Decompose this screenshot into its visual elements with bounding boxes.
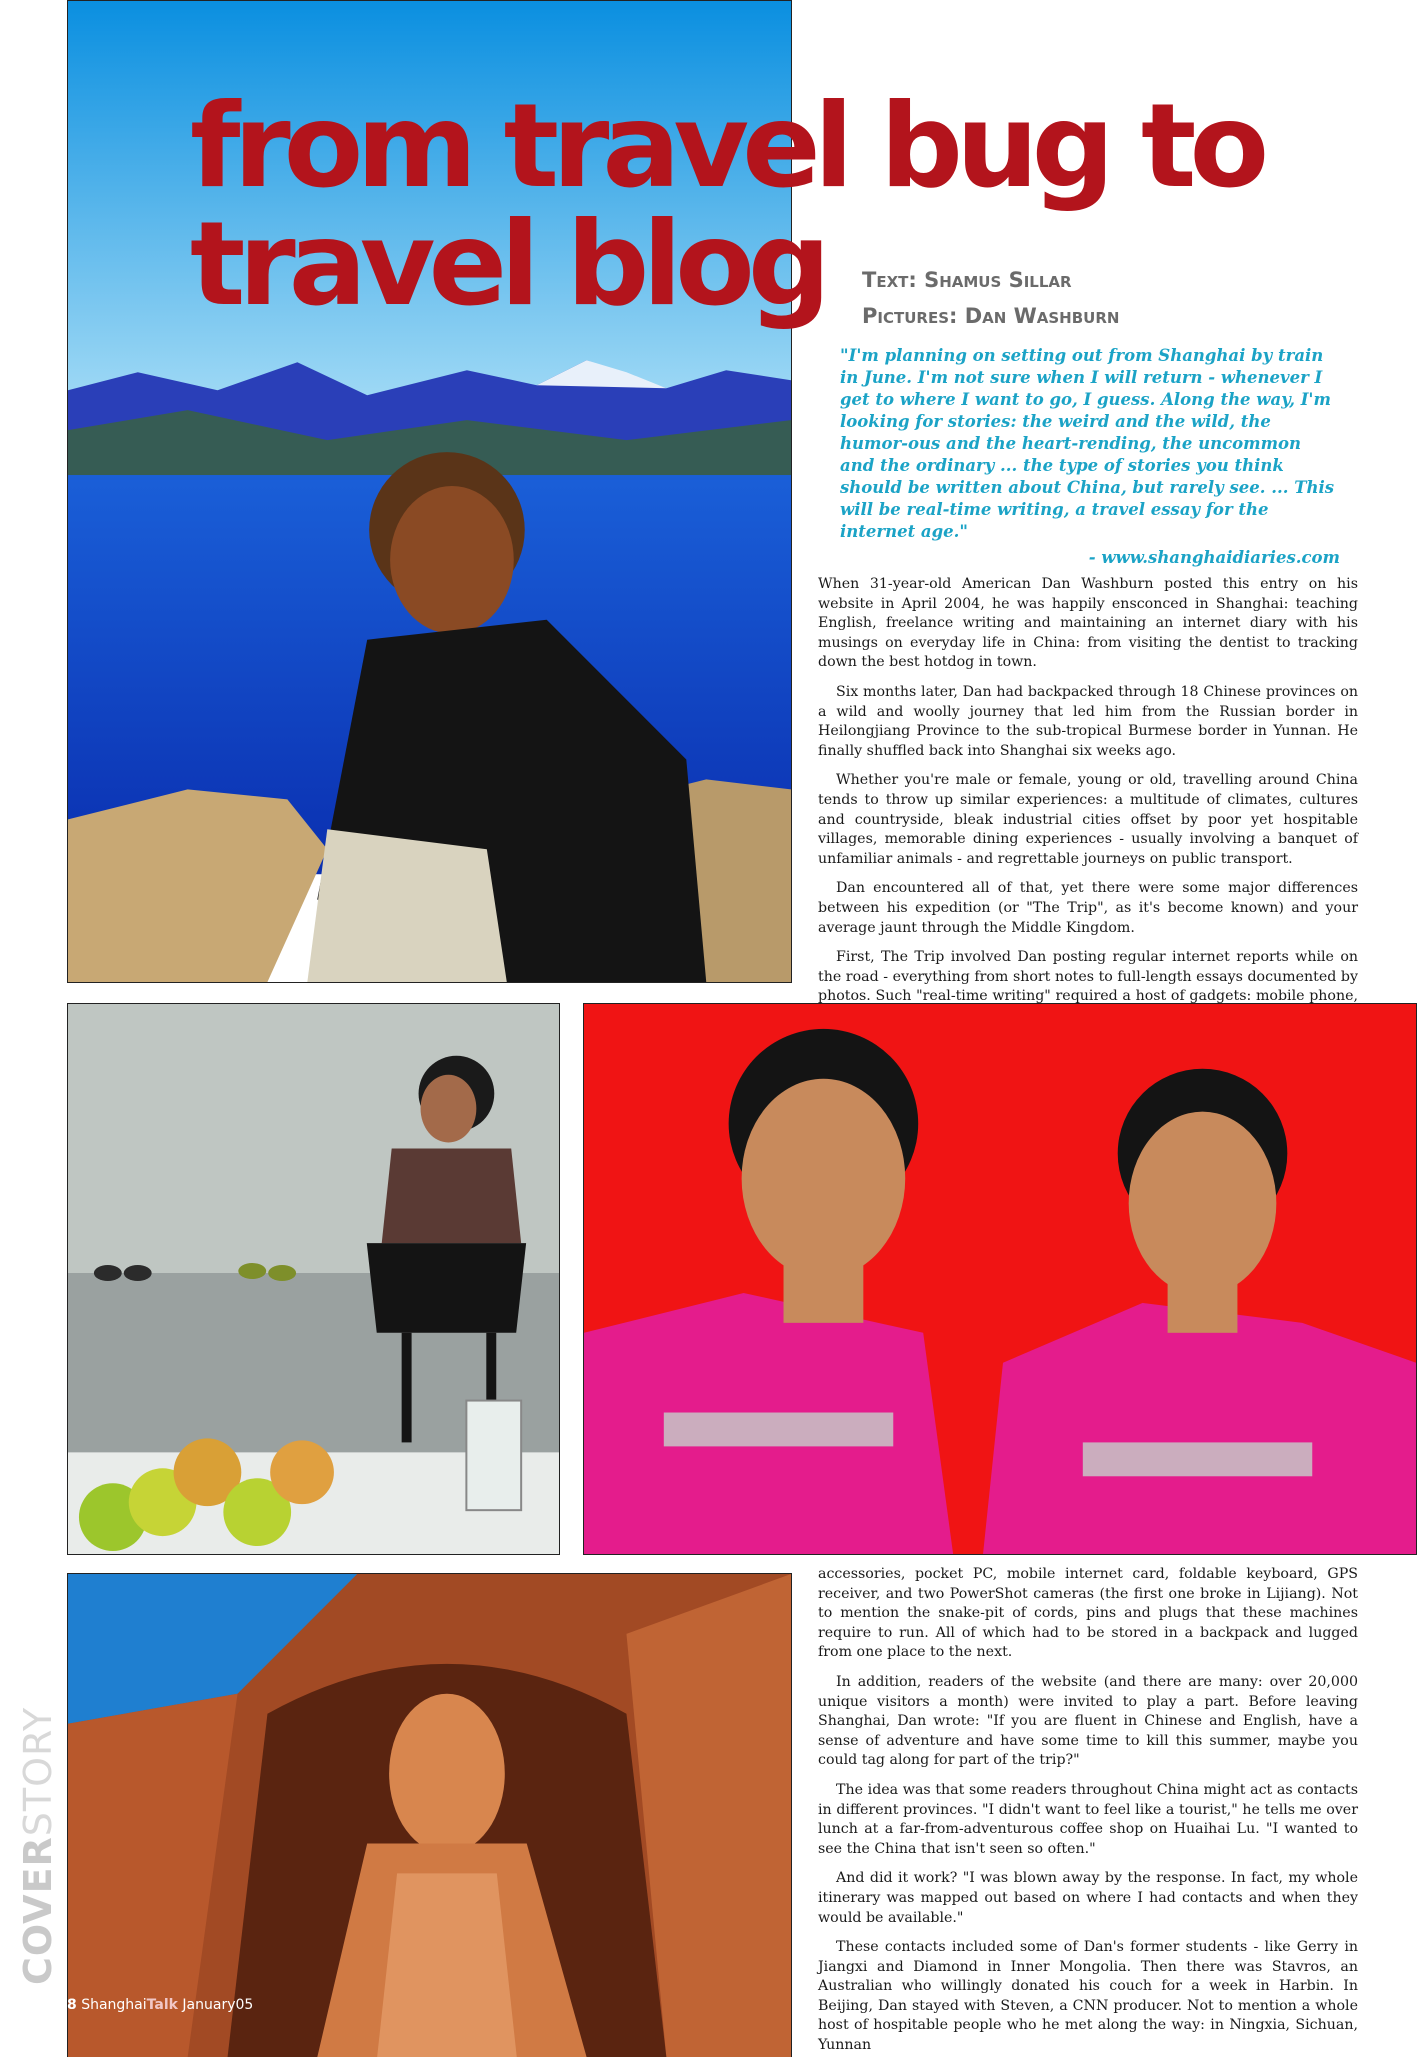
paragraph: In addition, readers of the website (and there are many: over 20,000 unique visitors a month) were invited to play a part. Before leaving Shanghai, Dan wrote: "If you are fluent in Chinese and English, have a sense of adventure and have some time to kill this summer, maybe you could tag along for part of the trip?" [818, 1673, 1358, 1769]
paragraph: These contacts included some of Dan's former students - like Gerry in Jiangxi and Diamond in Inner Mongolia. Then there was Stavros, an Australian who willingly donated his couch for a week in Harbin. In Beijing, Dan stayed with Steven, a CNN producer. Not to mention a whole host of hospitable people who he met along the way: in Ningxia, Sichuan, Yunnan [818, 1939, 1358, 2054]
paragraph: And did it work? "I was blown away by the response. In fact, my whole itinerary was mapped out based on where I had contacts and when they would be available." [818, 1870, 1358, 1926]
paragraph: First, The Trip involved Dan posting regular internet reports while on the road - everything from short notes to full-length essays documented by photos. Such "real-time writing" required a host of gadgets: mobile phone, [818, 949, 1358, 1005]
paragraph: Whether you're male or female, young or old, travelling around China tends to throw up similar experiences: a multitude of climates, cultures and countryside, bleak industrial cities offset by poor yet hospitable villages, memorable dining experiences - usually involving a banquet of unfamiliar animals - and regrettable journeys on public transport. [818, 772, 1358, 867]
article-credits [862, 262, 1119, 334]
headline-line-2: travel blog [190, 197, 824, 332]
article-column-bottom [818, 1565, 1358, 2066]
paragraph: The idea was that some readers throughout China might act as contacts in different provinces. "I didn't want to feel like a tourist," he tells me over lunch at a far-from-adventurous coffee shop on Huaihai Lu. "I wanted to see the China that isn't seen so often." [818, 1781, 1358, 1857]
photo-woman-seated [67, 1003, 560, 1555]
headline-line-1: from travel bug to [190, 79, 1263, 214]
photo-stone-buddha [67, 1573, 792, 2057]
pull-quote [840, 345, 1340, 569]
text-credit: Text: Shamus Sillar [862, 268, 1072, 292]
magazine-name-a: Shanghai [81, 1997, 147, 2013]
paragraph: accessories, pocket PC, mobile internet card, foldable keyboard, GPS receiver, and two PowerShot cameras (the first one broke in Lijiang). Not to mention the snake-pit of cords, pins and plugs that these machines require to run. All of which had to be stored in a backpack and lugged from one place to the next. [818, 1566, 1358, 1661]
pictures-credit: Pictures: Dan Washburn [862, 304, 1120, 328]
page-folio [67, 1997, 253, 2013]
section-tab-light: STORY [16, 1706, 60, 1837]
page-number: 8 [67, 1997, 77, 2013]
paragraph: Dan encountered all of that, yet there were some major differences between his expedition (or "The Trip", as it's become known) and your average jaunt through the Middle Kingdom. [818, 880, 1358, 936]
pull-quote-text: "I'm planning on setting out from Shanghai by train in June. I'm not sure when I will return - whenever I get to where I want to go, I guess. Along the way, I'm looking for stories: the weird and the wild, the humor-ous and the heart-rending, the uncommon and the ordinary ... the type of stories you think should be written about China, but rarely see. ... This will be real-time writing, a travel essay for the internet age." [840, 346, 1335, 541]
paragraph: Six months later, Dan had backpacked through 18 Chinese provinces on a wild and woolly journey that led him from the Russian border in Heilongjiang Province to the sub-tropical Burmese border in Yunnan. He finally shuffled back into Shanghai six weeks ago. [818, 683, 1358, 759]
pull-quote-attribution: - www.shanghaidiaries.com [1088, 548, 1340, 567]
article-column-top [818, 575, 1358, 1036]
paragraph: When 31-year-old American Dan Washburn posted this entry on his website in April 2004, he was happily ensconced in Shanghai: teaching English, freelance writing and maintaining an internet diary with his musings on everyday life in China: from visiting the dentist to tracking down the best hotdog in town. [818, 576, 1358, 671]
photo-two-boys [583, 1003, 1417, 1555]
magazine-name-b: Talk [146, 1997, 178, 2013]
section-tab-cover-story [16, 1707, 60, 1985]
section-tab-bold: COVER [16, 1836, 60, 1985]
issue-date: January05 [182, 1997, 254, 2013]
